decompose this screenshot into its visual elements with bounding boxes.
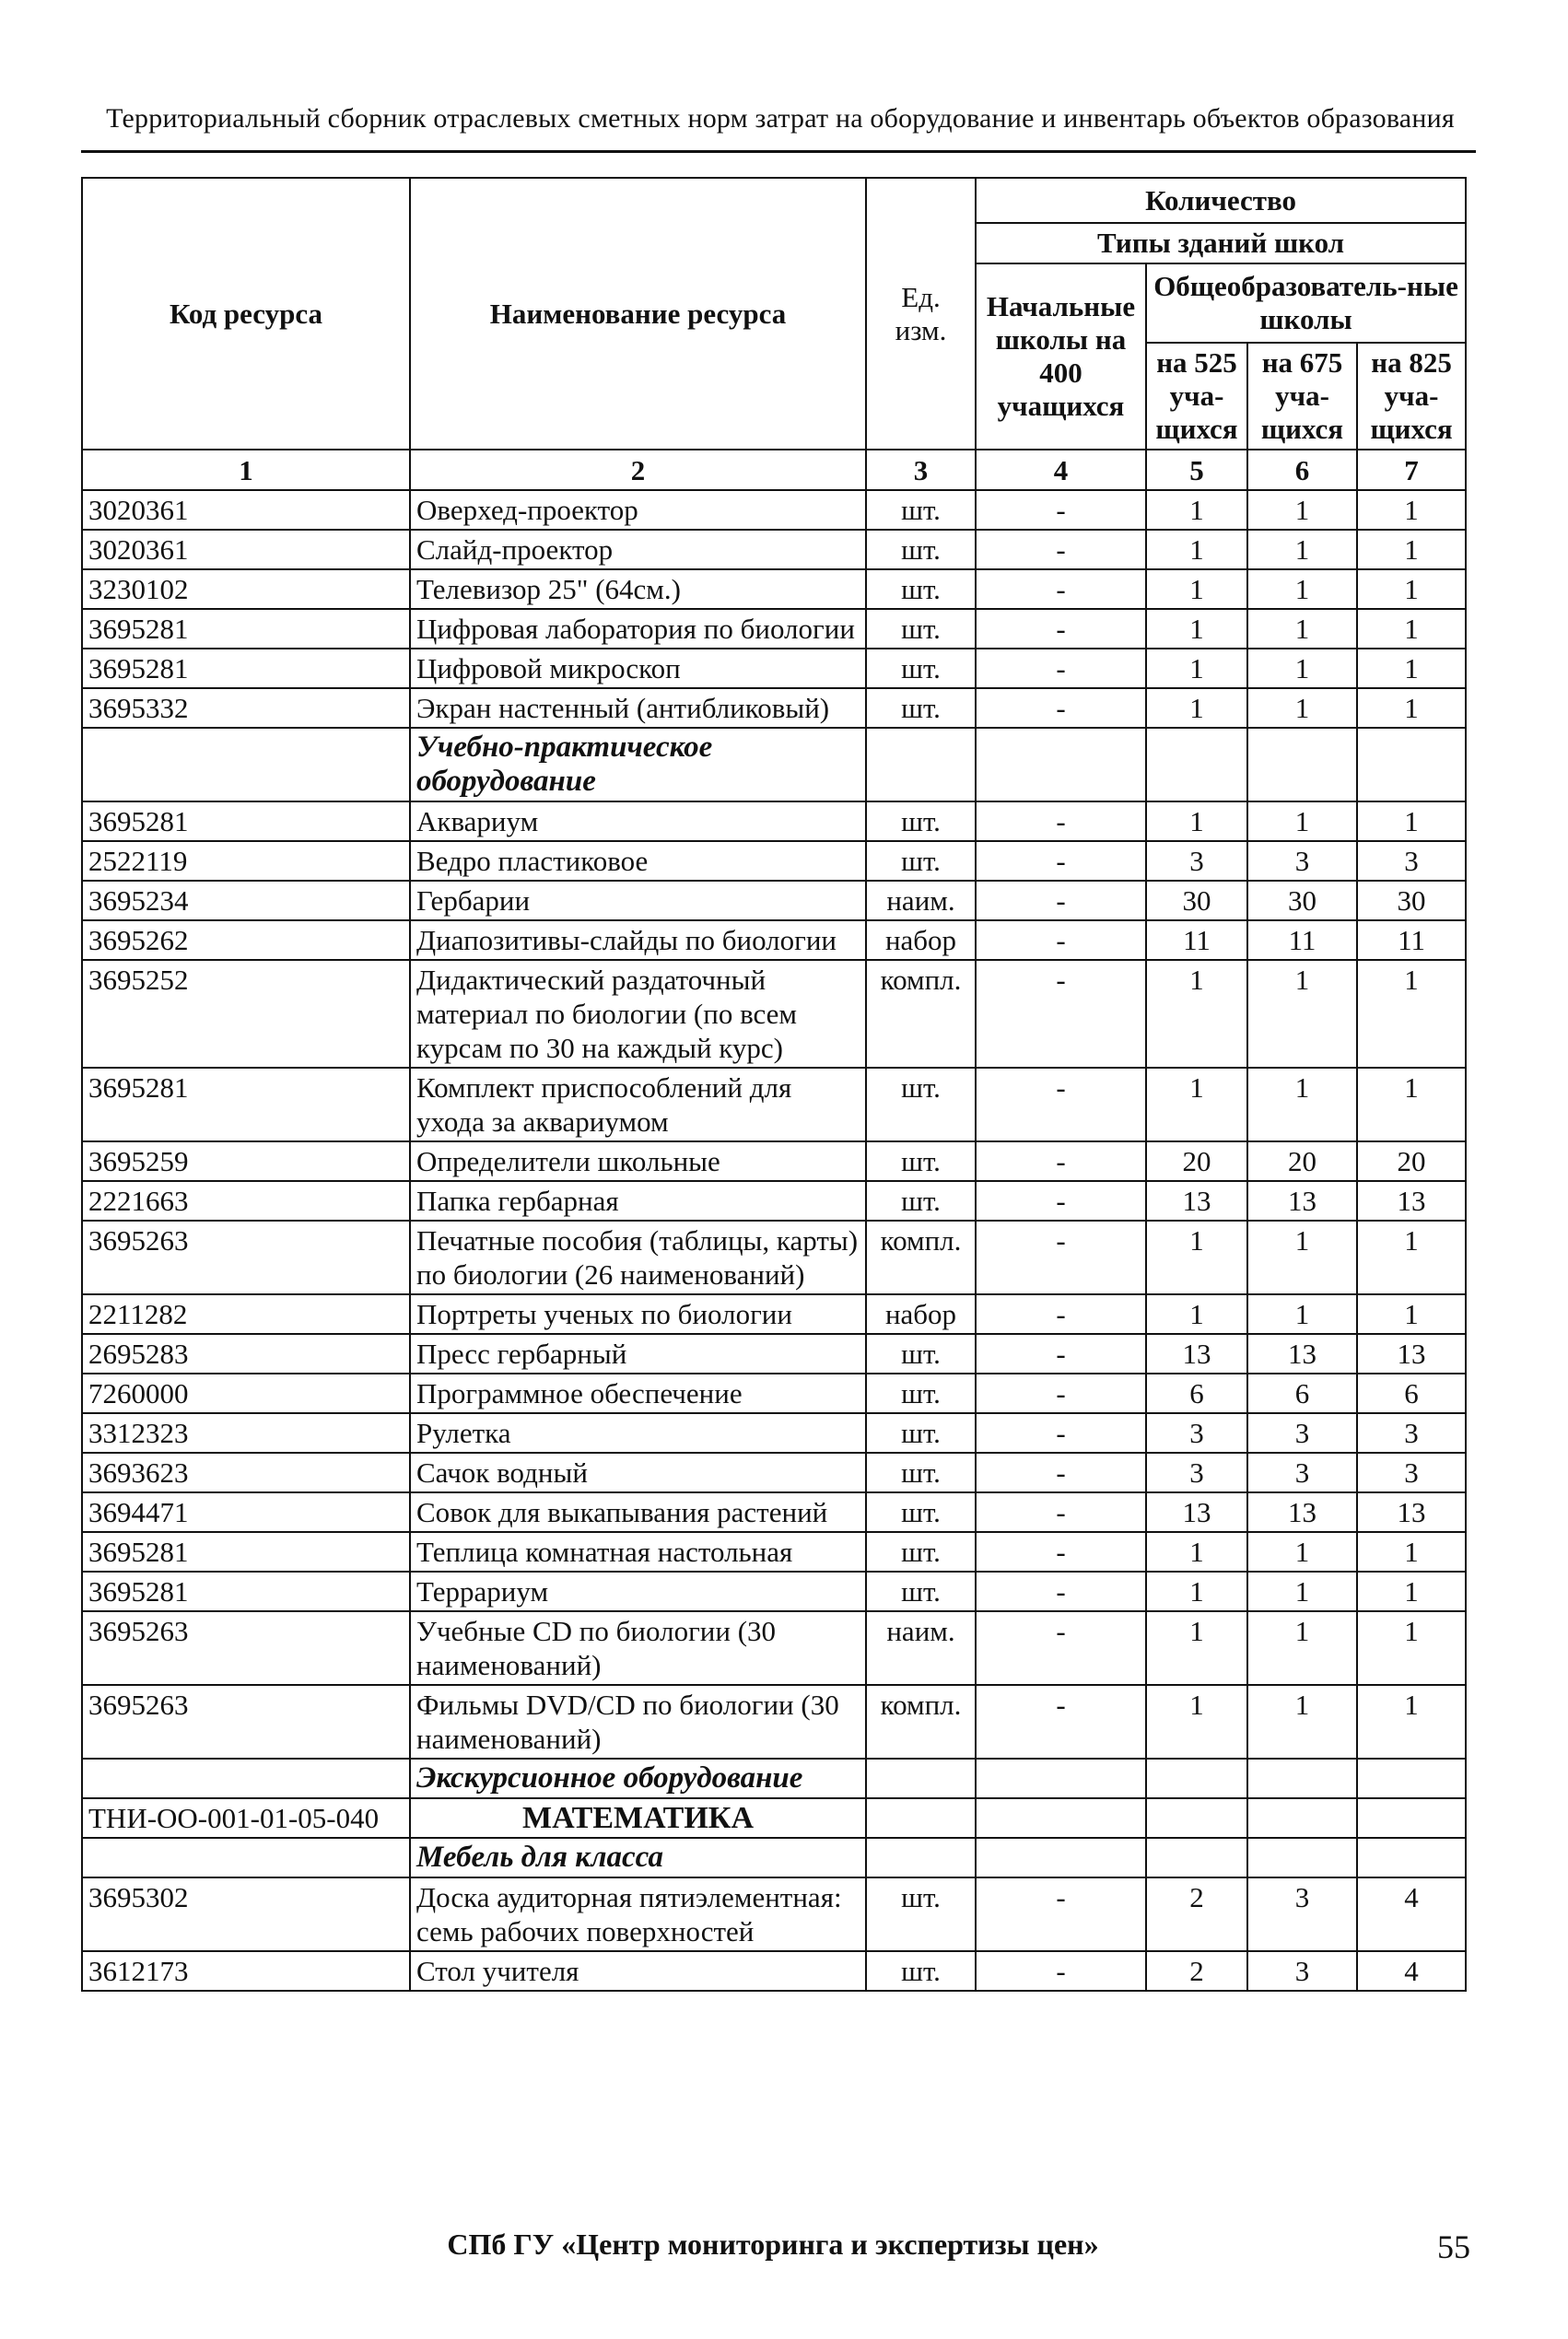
qty-525-cell: 30 [1146,881,1247,920]
qty-primary-cell: - [976,1374,1146,1413]
qty-675-cell: 1 [1247,1221,1357,1294]
qty-675-cell: 13 [1247,1334,1357,1374]
code-cell: 3695252 [82,960,410,1068]
unit-cell: шт. [866,569,976,609]
name-cell: Совок для выкапывания растений [410,1492,866,1532]
unit-cell: шт. [866,1413,976,1453]
name-cell: Цифровой микроскоп [410,649,866,688]
qty-primary-cell: - [976,1685,1146,1759]
qty-525-cell: 1 [1146,688,1247,728]
header-825: на 825 уча-щихся [1357,343,1466,450]
qty-525-cell: 1 [1146,490,1247,530]
empty-cell [1247,1838,1357,1877]
name-cell: Телевизор 25" (64см.) [410,569,866,609]
table-row [82,1572,1466,1611]
empty-cell [1146,1798,1247,1838]
col-number: 3 [866,450,976,490]
qty-825-cell: 1 [1357,609,1466,649]
table-row [82,1492,1466,1532]
qty-675-cell: 1 [1247,609,1357,649]
qty-825-cell: 1 [1357,801,1466,841]
table-row [82,801,1466,841]
qty-525-cell: 1 [1146,1611,1247,1685]
qty-525-cell: 1 [1146,530,1247,569]
table-row [82,1413,1466,1453]
code-cell [82,1759,410,1798]
qty-675-cell: 1 [1247,569,1357,609]
qty-825-cell: 13 [1357,1181,1466,1221]
unit-cell: шт. [866,1141,976,1181]
section-title: Экскурсионное оборудование [410,1759,866,1798]
table-row [82,1838,1466,1877]
name-cell: Фильмы DVD/CD по биологии (30 наименований) [410,1685,866,1759]
col-number: 4 [976,450,1146,490]
code-cell: 2695283 [82,1334,410,1374]
qty-825-cell: 11 [1357,920,1466,960]
table-row [82,1374,1466,1413]
qty-primary-cell: - [976,1141,1146,1181]
qty-primary-cell: - [976,609,1146,649]
qty-675-cell: 1 [1247,1294,1357,1334]
qty-675-cell: 20 [1247,1141,1357,1181]
name-cell: Комплект приспособлений для ухода за аквариумом [410,1068,866,1141]
qty-525-cell: 6 [1146,1374,1247,1413]
name-cell: Сачок водный [410,1453,866,1492]
unit-cell: шт. [866,1572,976,1611]
qty-825-cell: 4 [1357,1951,1466,1991]
qty-primary-cell: - [976,688,1146,728]
name-cell: Пресс гербарный [410,1334,866,1374]
col-number: 1 [82,450,410,490]
qty-675-cell: 3 [1247,841,1357,881]
unit-cell: шт. [866,609,976,649]
code-cell: 3695281 [82,801,410,841]
unit-cell: шт. [866,1334,976,1374]
code-cell: 3020361 [82,490,410,530]
unit-cell: наим. [866,881,976,920]
code-cell: 3020361 [82,530,410,569]
table-row [82,1334,1466,1374]
qty-primary-cell: - [976,1611,1146,1685]
name-cell: Печатные пособия (таблицы, карты) по биологии (26 наименований) [410,1221,866,1294]
table-row [82,1532,1466,1572]
col-number: 7 [1357,450,1466,490]
qty-primary-cell: - [976,1068,1146,1141]
table-row [82,1759,1466,1798]
col-number: 6 [1247,450,1357,490]
qty-825-cell: 4 [1357,1877,1466,1951]
table-body [82,490,1466,1991]
unit-cell: компл. [866,1685,976,1759]
qty-525-cell: 3 [1146,1413,1247,1453]
unit-cell: набор [866,920,976,960]
qty-675-cell: 3 [1247,1413,1357,1453]
qty-525-cell: 1 [1146,1068,1247,1141]
name-cell: Цифровая лаборатория по биологии [410,609,866,649]
code-cell: 7260000 [82,1374,410,1413]
qty-825-cell: 13 [1357,1492,1466,1532]
empty-cell [1146,728,1247,801]
unit-cell: шт. [866,841,976,881]
unit-cell: шт. [866,688,976,728]
unit-cell: шт. [866,1532,976,1572]
qty-675-cell: 1 [1247,688,1357,728]
empty-cell [866,1798,976,1838]
qty-primary-cell: - [976,649,1146,688]
table-row [82,490,1466,530]
unit-cell: шт. [866,649,976,688]
empty-cell [1357,1759,1466,1798]
code-cell [82,1838,410,1877]
qty-675-cell: 6 [1247,1374,1357,1413]
code-cell: 3312323 [82,1413,410,1453]
qty-825-cell: 1 [1357,1294,1466,1334]
qty-825-cell: 3 [1357,1453,1466,1492]
name-cell: Рулетка [410,1413,866,1453]
qty-525-cell: 1 [1146,649,1247,688]
name-cell: Оверхед-проектор [410,490,866,530]
code-cell: 2522119 [82,841,410,881]
table-row [82,1951,1466,1991]
qty-525-cell: 1 [1146,1294,1247,1334]
qty-primary-cell: - [976,960,1146,1068]
code-cell: 3695263 [82,1685,410,1759]
qty-825-cell: 1 [1357,1221,1466,1294]
code-cell: 3695281 [82,609,410,649]
column-number-row [82,450,1466,490]
qty-825-cell: 1 [1357,649,1466,688]
header-general: Общеобразователь-ные школы [1146,263,1466,343]
qty-primary-cell: - [976,490,1146,530]
header-675: на 675 уча-щихся [1247,343,1357,450]
qty-primary-cell: - [976,1413,1146,1453]
code-cell: 3695234 [82,881,410,920]
table-row [82,728,1466,801]
code-cell [82,728,410,801]
qty-525-cell: 11 [1146,920,1247,960]
code-cell: 3695262 [82,920,410,960]
qty-825-cell: 1 [1357,1532,1466,1572]
header-rule [81,150,1476,153]
table-row [82,960,1466,1068]
qty-825-cell: 3 [1357,841,1466,881]
empty-cell [976,728,1146,801]
table-row [82,1877,1466,1951]
qty-primary-cell: - [976,1294,1146,1334]
qty-825-cell: 1 [1357,490,1466,530]
qty-675-cell: 1 [1247,530,1357,569]
qty-primary-cell: - [976,1877,1146,1951]
name-cell: Аквариум [410,801,866,841]
unit-cell: шт. [866,1492,976,1532]
qty-525-cell: 1 [1146,1572,1247,1611]
qty-675-cell: 11 [1247,920,1357,960]
qty-675-cell: 1 [1247,801,1357,841]
empty-cell [1247,1759,1357,1798]
footer-org: СПб ГУ «Центр мониторинга и экспертизы цен» [447,2228,1099,2261]
qty-primary-cell: - [976,920,1146,960]
code-cell: 3695281 [82,1572,410,1611]
qty-525-cell: 1 [1146,1221,1247,1294]
qty-525-cell: 2 [1146,1877,1247,1951]
table-row [82,1611,1466,1685]
qty-675-cell: 1 [1247,1685,1357,1759]
qty-825-cell: 13 [1357,1334,1466,1374]
qty-525-cell: 13 [1146,1334,1247,1374]
qty-675-cell: 3 [1247,1453,1357,1492]
unit-cell: шт. [866,530,976,569]
empty-cell [976,1798,1146,1838]
code-cell: 3695281 [82,1532,410,1572]
qty-675-cell: 3 [1247,1951,1357,1991]
unit-cell: набор [866,1294,976,1334]
empty-cell [1247,728,1357,801]
code-cell: 2211282 [82,1294,410,1334]
unit-cell: шт. [866,801,976,841]
qty-675-cell: 1 [1247,490,1357,530]
empty-cell [1146,1838,1247,1877]
empty-cell [1146,1759,1247,1798]
qty-primary-cell: - [976,1492,1146,1532]
name-cell: Стол учителя [410,1951,866,1991]
unit-cell: шт. [866,490,976,530]
table-row [82,920,1466,960]
qty-525-cell: 13 [1146,1181,1247,1221]
qty-825-cell: 20 [1357,1141,1466,1181]
empty-cell [976,1838,1146,1877]
unit-cell: шт. [866,1181,976,1221]
table-row [82,1294,1466,1334]
qty-825-cell: 6 [1357,1374,1466,1413]
name-cell: Учебные CD по биологии (30 наименований) [410,1611,866,1685]
subject-title: МАТЕМАТИКА [410,1798,866,1838]
name-cell: Доска аудиторная пятиэлементная: семь рабочих поверхностей [410,1877,866,1951]
qty-primary-cell: - [976,1532,1146,1572]
unit-cell: компл. [866,960,976,1068]
empty-cell [1247,1798,1357,1838]
qty-675-cell: 3 [1247,1877,1357,1951]
table-row [82,609,1466,649]
unit-cell: шт. [866,1453,976,1492]
code-cell: 3695263 [82,1611,410,1685]
table-row [82,688,1466,728]
name-cell: Папка гербарная [410,1181,866,1221]
page-number: 55 [1437,2228,1470,2265]
qty-primary-cell: - [976,1181,1146,1221]
table-row [82,1141,1466,1181]
empty-cell [1357,1838,1466,1877]
code-cell: ТНИ-ОО-001-01-05-040 [82,1798,410,1838]
name-cell: Гербарии [410,881,866,920]
qty-825-cell: 1 [1357,1068,1466,1141]
empty-cell [866,728,976,801]
code-cell: 3695281 [82,1068,410,1141]
qty-primary-cell: - [976,1951,1146,1991]
col-number: 2 [410,450,866,490]
name-cell: Определители школьные [410,1141,866,1181]
unit-cell: наим. [866,1611,976,1685]
code-cell: 3694471 [82,1492,410,1532]
qty-825-cell: 1 [1357,1611,1466,1685]
header-building-types: Типы зданий школ [976,223,1466,263]
qty-525-cell: 1 [1146,609,1247,649]
empty-cell [1357,728,1466,801]
qty-525-cell: 1 [1146,801,1247,841]
name-cell: Ведро пластиковое [410,841,866,881]
qty-825-cell: 3 [1357,1413,1466,1453]
table-row [82,1221,1466,1294]
table-row [82,1798,1466,1838]
qty-525-cell: 1 [1146,1532,1247,1572]
unit-cell: шт. [866,1877,976,1951]
header-primary: Начальные школы на 400 учащихся [976,263,1146,450]
qty-675-cell: 13 [1247,1181,1357,1221]
name-cell: Дидактический раздаточный материал по биологии (по всем курсам по 30 на каждый курс) [410,960,866,1068]
qty-525-cell: 2 [1146,1951,1247,1991]
qty-675-cell: 13 [1247,1492,1357,1532]
code-cell: 3695263 [82,1221,410,1294]
section-title: Мебель для класса [410,1838,866,1877]
document-header: Территориальный сборник отраслевых сметных норм затрат на оборудование и инвентарь объектов образования [106,103,1455,134]
qty-675-cell: 1 [1247,960,1357,1068]
unit-cell: компл. [866,1221,976,1294]
qty-525-cell: 1 [1146,1685,1247,1759]
table-row [82,649,1466,688]
resource-table [81,177,1467,1992]
qty-primary-cell: - [976,530,1146,569]
qty-825-cell: 1 [1357,960,1466,1068]
unit-cell: шт. [866,1374,976,1413]
section-title: Учебно-практическое оборудование [410,728,866,801]
code-cell: 2221663 [82,1181,410,1221]
header-name: Наименование ресурса [410,178,866,450]
code-cell: 3695281 [82,649,410,688]
qty-675-cell: 1 [1247,649,1357,688]
header-code: Код ресурса [82,178,410,450]
code-cell: 3695259 [82,1141,410,1181]
empty-cell [866,1838,976,1877]
qty-525-cell: 1 [1146,960,1247,1068]
qty-675-cell: 1 [1247,1068,1357,1141]
qty-primary-cell: - [976,1453,1146,1492]
qty-825-cell: 1 [1357,530,1466,569]
qty-primary-cell: - [976,841,1146,881]
qty-825-cell: 1 [1357,1685,1466,1759]
empty-cell [866,1759,976,1798]
qty-primary-cell: - [976,1334,1146,1374]
code-cell: 3695302 [82,1877,410,1951]
name-cell: Диапозитивы-слайды по биологии [410,920,866,960]
name-cell: Террариум [410,1572,866,1611]
qty-525-cell: 3 [1146,1453,1247,1492]
table-row [82,530,1466,569]
table-row [82,1453,1466,1492]
name-cell: Программное обеспечение [410,1374,866,1413]
code-cell: 3693623 [82,1453,410,1492]
name-cell: Слайд-проектор [410,530,866,569]
qty-825-cell: 30 [1357,881,1466,920]
table-row [82,569,1466,609]
header-quantity: Количество [976,178,1466,223]
code-cell: 3612173 [82,1951,410,1991]
qty-825-cell: 1 [1357,1572,1466,1611]
qty-675-cell: 1 [1247,1611,1357,1685]
name-cell: Теплица комнатная настольная [410,1532,866,1572]
qty-525-cell: 13 [1146,1492,1247,1532]
table-row [82,881,1466,920]
empty-cell [976,1759,1146,1798]
unit-cell: шт. [866,1951,976,1991]
qty-primary-cell: - [976,881,1146,920]
table-row [82,1068,1466,1141]
qty-primary-cell: - [976,1221,1146,1294]
qty-525-cell: 3 [1146,841,1247,881]
table-row [82,1685,1466,1759]
col-number: 5 [1146,450,1247,490]
table-row [82,1181,1466,1221]
header-unit: Ед. изм. [866,178,976,450]
qty-primary-cell: - [976,1572,1146,1611]
qty-825-cell: 1 [1357,688,1466,728]
qty-primary-cell: - [976,801,1146,841]
qty-675-cell: 1 [1247,1572,1357,1611]
name-cell: Экран настенный (антибликовый) [410,688,866,728]
code-cell: 3695332 [82,688,410,728]
unit-cell: шт. [866,1068,976,1141]
qty-675-cell: 1 [1247,1532,1357,1572]
empty-cell [1357,1798,1466,1838]
qty-525-cell: 1 [1146,569,1247,609]
name-cell: Портреты ученых по биологии [410,1294,866,1334]
header-525: на 525 уча-щихся [1146,343,1247,450]
qty-primary-cell: - [976,569,1146,609]
qty-825-cell: 1 [1357,569,1466,609]
qty-525-cell: 20 [1146,1141,1247,1181]
table-row [82,841,1466,881]
qty-675-cell: 30 [1247,881,1357,920]
code-cell: 3230102 [82,569,410,609]
